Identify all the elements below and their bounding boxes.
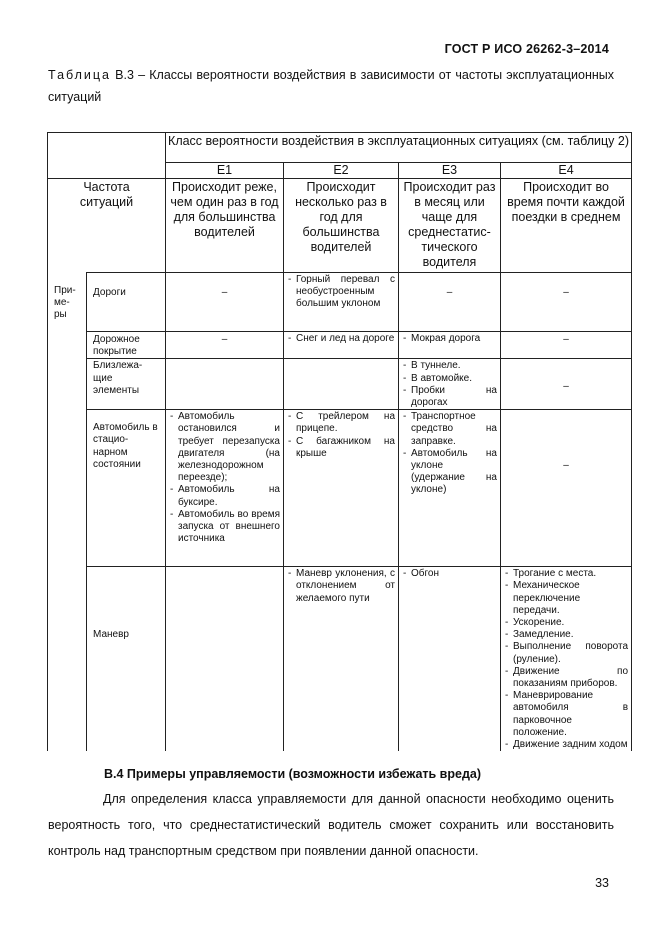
row-label: Близлежа-щие элементы [87, 359, 166, 410]
corner-cell [48, 133, 166, 179]
row-list [505, 568, 628, 751]
row-cell-e2 [284, 359, 399, 410]
list-item: - Автомобиль во время запуска от внешнего источника [170, 509, 280, 546]
frequency-e2: Происходит несколько раз в год для большинства водителей [284, 179, 399, 273]
row-list [288, 568, 395, 605]
examples-label: При-ме-ры [48, 273, 87, 752]
row-cell-e2 [284, 332, 399, 359]
row-cell-e3 [399, 410, 501, 567]
table-caption [48, 64, 614, 108]
row-list [288, 274, 395, 311]
list-item: - Трогание с места. [505, 568, 628, 580]
row-list [288, 411, 395, 460]
row-cell-e4: – [501, 332, 632, 359]
section-paragraph [48, 786, 614, 864]
row-cell-e1 [166, 567, 284, 752]
list-item: - Автомобиль на буксире. [170, 484, 280, 508]
row-cell-e4: – [501, 410, 632, 567]
list-item: - Замедление. [505, 629, 628, 641]
page-number: 33 [595, 876, 609, 890]
row-label: Автомобиль в стацио-нарном состоянии [87, 410, 166, 567]
list-item: - Горный перевал с необустроенным большим уклоном [288, 274, 395, 311]
list-item: - Обгон [403, 568, 497, 580]
row-cell-e1 [166, 359, 284, 410]
frequency-e4: Происходит во время почти каждой поездки в среднем [501, 179, 632, 273]
row-cell-e1: – [166, 273, 284, 332]
list-item: - Маневр уклонения, с отклонением от желаемого пути [288, 568, 395, 605]
list-item: - Движение задним ходом [505, 739, 628, 751]
group-header: Класс вероятности воздействия в эксплуатационных ситуациях (см. таблицу 2) [166, 133, 632, 163]
row-label: Дороги [87, 273, 166, 332]
list-item: - Механическое переключение передачи. [505, 580, 628, 617]
row-list [170, 411, 280, 545]
frequency-e3: Происходит раз в месяц или чаще для среднестатис-тического водителя [399, 179, 501, 273]
row-cell-e1: – [166, 332, 284, 359]
row-list [403, 411, 497, 496]
frequency-label: Частота ситуаций [48, 179, 166, 273]
caption-text: В.3 – Классы вероятности воздействия в зависимости от частоты эксплуатационных ситуаций [48, 68, 614, 104]
list-item: - Автомобиль остановился и требует перезапуска двигателя (на железнодорожном переезде); [170, 411, 280, 484]
row-cell-e4 [501, 567, 632, 752]
list-item: - С багажником на крыше [288, 436, 395, 460]
list-item: - В автомойке. [403, 373, 497, 385]
row-cell-e3 [399, 567, 501, 752]
row-cell-e2 [284, 567, 399, 752]
list-item: - Выполнение поворота (руление). [505, 641, 628, 665]
row-cell-e4: – [501, 359, 632, 410]
list-item: - Пробки на дорогах [403, 385, 497, 409]
section-text: Для определения класса управляемости для данной опасности необходимо оценить вероятность того, что среднестатистический водитель сможет сохранить или восстановить контроль над транспортным средством при появлении данной опасности. [48, 792, 614, 858]
list-item: - Снег и лед на дороге [288, 333, 395, 345]
row-label: Дорожное покрытие [87, 332, 166, 359]
class-header-e4: E4 [501, 163, 632, 179]
list-item: - В туннеле. [403, 360, 497, 372]
row-cell-e3 [399, 359, 501, 410]
row-cell-e2 [284, 273, 399, 332]
row-list [288, 333, 395, 345]
class-header-e1: E1 [166, 163, 284, 179]
list-item: - Автомобиль на уклоне (удержание на уклоне) [403, 448, 497, 497]
class-header-e3: E3 [399, 163, 501, 179]
caption-lead: Таблица [48, 68, 112, 82]
row-cell-e4: – [501, 273, 632, 332]
probability-table [47, 132, 632, 751]
list-item: - Маневрирование автомобиля в парковочное положение. [505, 690, 628, 739]
row-list [403, 360, 497, 409]
row-cell-e3 [399, 332, 501, 359]
row-list [403, 333, 497, 345]
row-label: Маневр [87, 567, 166, 752]
list-item: - С трейлером на прицепе. [288, 411, 395, 435]
section-title: В.4 Примеры управляемости (возможности избежать вреда) [104, 767, 482, 781]
standard-designation: ГОСТ Р ИСО 26262-3–2014 [444, 42, 609, 56]
frequency-e1: Происходит реже, чем один раз в год для большинства водителей [166, 179, 284, 273]
row-cell-e3: – [399, 273, 501, 332]
row-list [403, 568, 497, 580]
class-header-e2: E2 [284, 163, 399, 179]
list-item: - Движение по показаниям приборов. [505, 666, 628, 690]
list-item: - Ускорение. [505, 617, 628, 629]
row-cell-e1 [166, 410, 284, 567]
row-cell-e2 [284, 410, 399, 567]
list-item: - Транспортное средство на заправке. [403, 411, 497, 448]
list-item: - Мокрая дорога [403, 333, 497, 345]
